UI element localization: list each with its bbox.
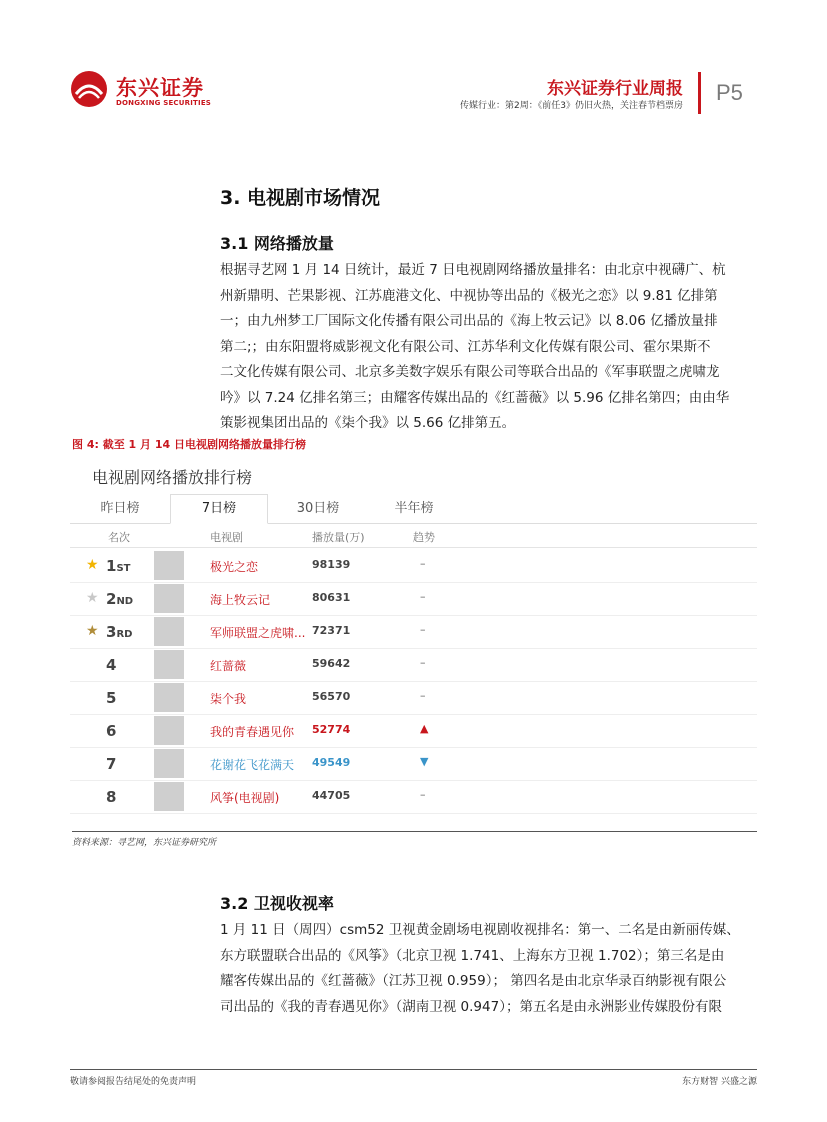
silver-star-icon: ★ (86, 590, 99, 606)
rank-number: 7 (106, 755, 117, 773)
paragraph-line: 司出品的《我的青春遇见你》（湖南卫视 0.947）；第五名是由永洲影业传媒股份有限 (220, 998, 722, 1015)
header-divider (698, 72, 701, 114)
source-note: 资料来源：寻艺网，东兴证券研究所 (72, 831, 757, 848)
table-row[interactable] (70, 747, 757, 781)
rank-number: 2ND (106, 590, 134, 608)
col-title: 电视剧 (210, 531, 243, 544)
paragraph-line: 策影视集团出品的《柒个我》以 5.66 亿排第五。 (220, 415, 516, 431)
tab-half-year[interactable]: 半年榜 (394, 501, 434, 516)
view-count: 52774 (312, 723, 351, 736)
tab-yesterday[interactable]: 昨日榜 (100, 501, 140, 516)
report-title: 东兴证券行业周报 (547, 79, 683, 99)
rank-number: 8 (106, 788, 117, 806)
col-trend: 趋势 (413, 531, 435, 544)
rank-number: 6 (106, 722, 117, 740)
view-count: 56570 (312, 690, 351, 703)
footer-slogan: 东方财智 兴盛之源 (682, 1077, 757, 1087)
paragraph-line: 第二;；由东阳盟将威影视文化有限公司、江苏华利文化传媒有限公司、霍尔果斯不 (220, 338, 711, 355)
view-count: 72371 (312, 624, 351, 637)
paragraph-line: 东方联盟联合出品的《风筝》（北京卫视 1.741、上海东方卫视 1.702）；第三名是由 (220, 947, 725, 964)
trend-flat-icon: – (420, 788, 426, 801)
tab-bar (70, 495, 757, 524)
rank-number: 5 (106, 689, 117, 707)
widget-title: 电视剧网络播放排行榜 (92, 468, 253, 487)
table-row[interactable] (70, 648, 757, 682)
logo-text-en: DONGXING SECURITIES (116, 99, 212, 107)
poster-thumbnail (154, 716, 184, 745)
paragraph-line: 根据寻艺网 1 月 14 日统计，最近 7 日电视剧网络播放量排名：由北京中视礴广、杭 (220, 262, 726, 278)
drama-title[interactable]: 军师联盟之虎啸... (210, 626, 306, 640)
gold-star-icon: ★ (86, 557, 99, 573)
paragraph-line: 一；由九州梦工厂国际文化传播有限公司出品的《海上牧云记》以 8.06 亿播放量排 (220, 313, 718, 329)
paragraph-network-views (220, 258, 760, 437)
paragraph-line: 二文化传媒有限公司、北京多美数字娱乐有限公司等联合出品的《军事联盟之虎啸龙 (220, 364, 720, 380)
page-number: P5 (716, 80, 743, 105)
tab-7-day[interactable]: 7日榜 (170, 494, 268, 524)
table-row[interactable] (70, 549, 757, 583)
trend-flat-icon: – (420, 590, 426, 603)
table-header (70, 525, 757, 548)
tab-30-day[interactable]: 30日榜 (296, 501, 340, 516)
rank-number: 1ST (106, 557, 131, 575)
table-row[interactable] (70, 615, 757, 649)
poster-thumbnail (154, 749, 184, 778)
drama-title[interactable]: 我的青春遇见你 (210, 725, 295, 739)
report-subtitle: 传媒行业：第2周：《前任3》仍旧火热，关注春节档票房 (460, 101, 683, 111)
section-title: 3. 电视剧市场情况 (220, 187, 381, 209)
table-row[interactable] (70, 780, 757, 814)
paragraph-line: 1 月 11 日（周四）csm52 卫视黄金剧场电视剧收视排名：第一、二名是由新丽传媒、 (220, 922, 740, 938)
poster-thumbnail (154, 782, 184, 811)
drama-title[interactable]: 柒个我 (210, 692, 247, 706)
page-footer (70, 1069, 757, 1087)
view-count: 44705 (312, 789, 351, 802)
subsection-title-2: 3.2 卫视收视率 (220, 894, 334, 913)
drama-title[interactable]: 风筝(电视剧) (210, 791, 280, 805)
paragraph-line: 吟》以 7.24 亿排名第三；由耀客传媒出品的《红蔷薇》以 5.96 亿排名第四；由由华 (220, 389, 730, 406)
poster-thumbnail (154, 551, 184, 580)
view-count: 59642 (312, 657, 351, 670)
rank-number: 4 (106, 656, 117, 674)
poster-thumbnail (154, 617, 184, 646)
trend-flat-icon: – (420, 689, 426, 702)
view-count: 80631 (312, 591, 351, 604)
drama-title[interactable]: 花谢花飞花满天 (210, 758, 295, 772)
table-row[interactable] (70, 681, 757, 715)
paragraph-line: 州新鼎明、芒果影视、江苏鹿港文化、中视协等出品的《极光之恋》以 9.81 亿排第 (220, 287, 718, 304)
paragraph-line: 耀客传媒出品的《红蔷薇》（江苏卫视 0.959）； 第四名是由北京华录百纳影视有限公 (220, 973, 727, 989)
trend-flat-icon: – (420, 623, 426, 636)
col-rank: 名次 (108, 531, 130, 544)
figure-caption: 图 4: 截至 1 月 14 日电视剧网络播放量排行榜 (72, 436, 757, 457)
view-count: 49549 (312, 756, 351, 769)
view-count: 98139 (312, 558, 351, 571)
drama-title[interactable]: 红蔷薇 (210, 659, 247, 673)
trend-down-icon: ▼ (420, 755, 429, 768)
bronze-star-icon: ★ (86, 623, 99, 639)
trend-flat-icon: – (420, 656, 426, 669)
drama-title[interactable]: 极光之恋 (210, 560, 259, 574)
drama-title[interactable]: 海上牧云记 (210, 593, 271, 607)
table-row[interactable] (70, 714, 757, 748)
trend-flat-icon: – (420, 557, 426, 570)
subsection-title-1: 3.1 网络播放量 (220, 234, 334, 253)
paragraph-tv-ratings (220, 918, 760, 1020)
poster-thumbnail (154, 650, 184, 679)
poster-thumbnail (154, 683, 184, 712)
logo-text-cn: 东兴证券 (116, 76, 204, 100)
disclaimer-note: 敬请参阅报告结尾处的免责声明 (70, 1077, 197, 1087)
ranking-widget (70, 455, 757, 825)
rank-number: 3RD (106, 623, 133, 641)
col-views: 播放量(万) (312, 531, 365, 544)
trend-up-icon: ▲ (420, 722, 429, 735)
poster-thumbnail (154, 584, 184, 613)
table-row[interactable] (70, 582, 757, 616)
